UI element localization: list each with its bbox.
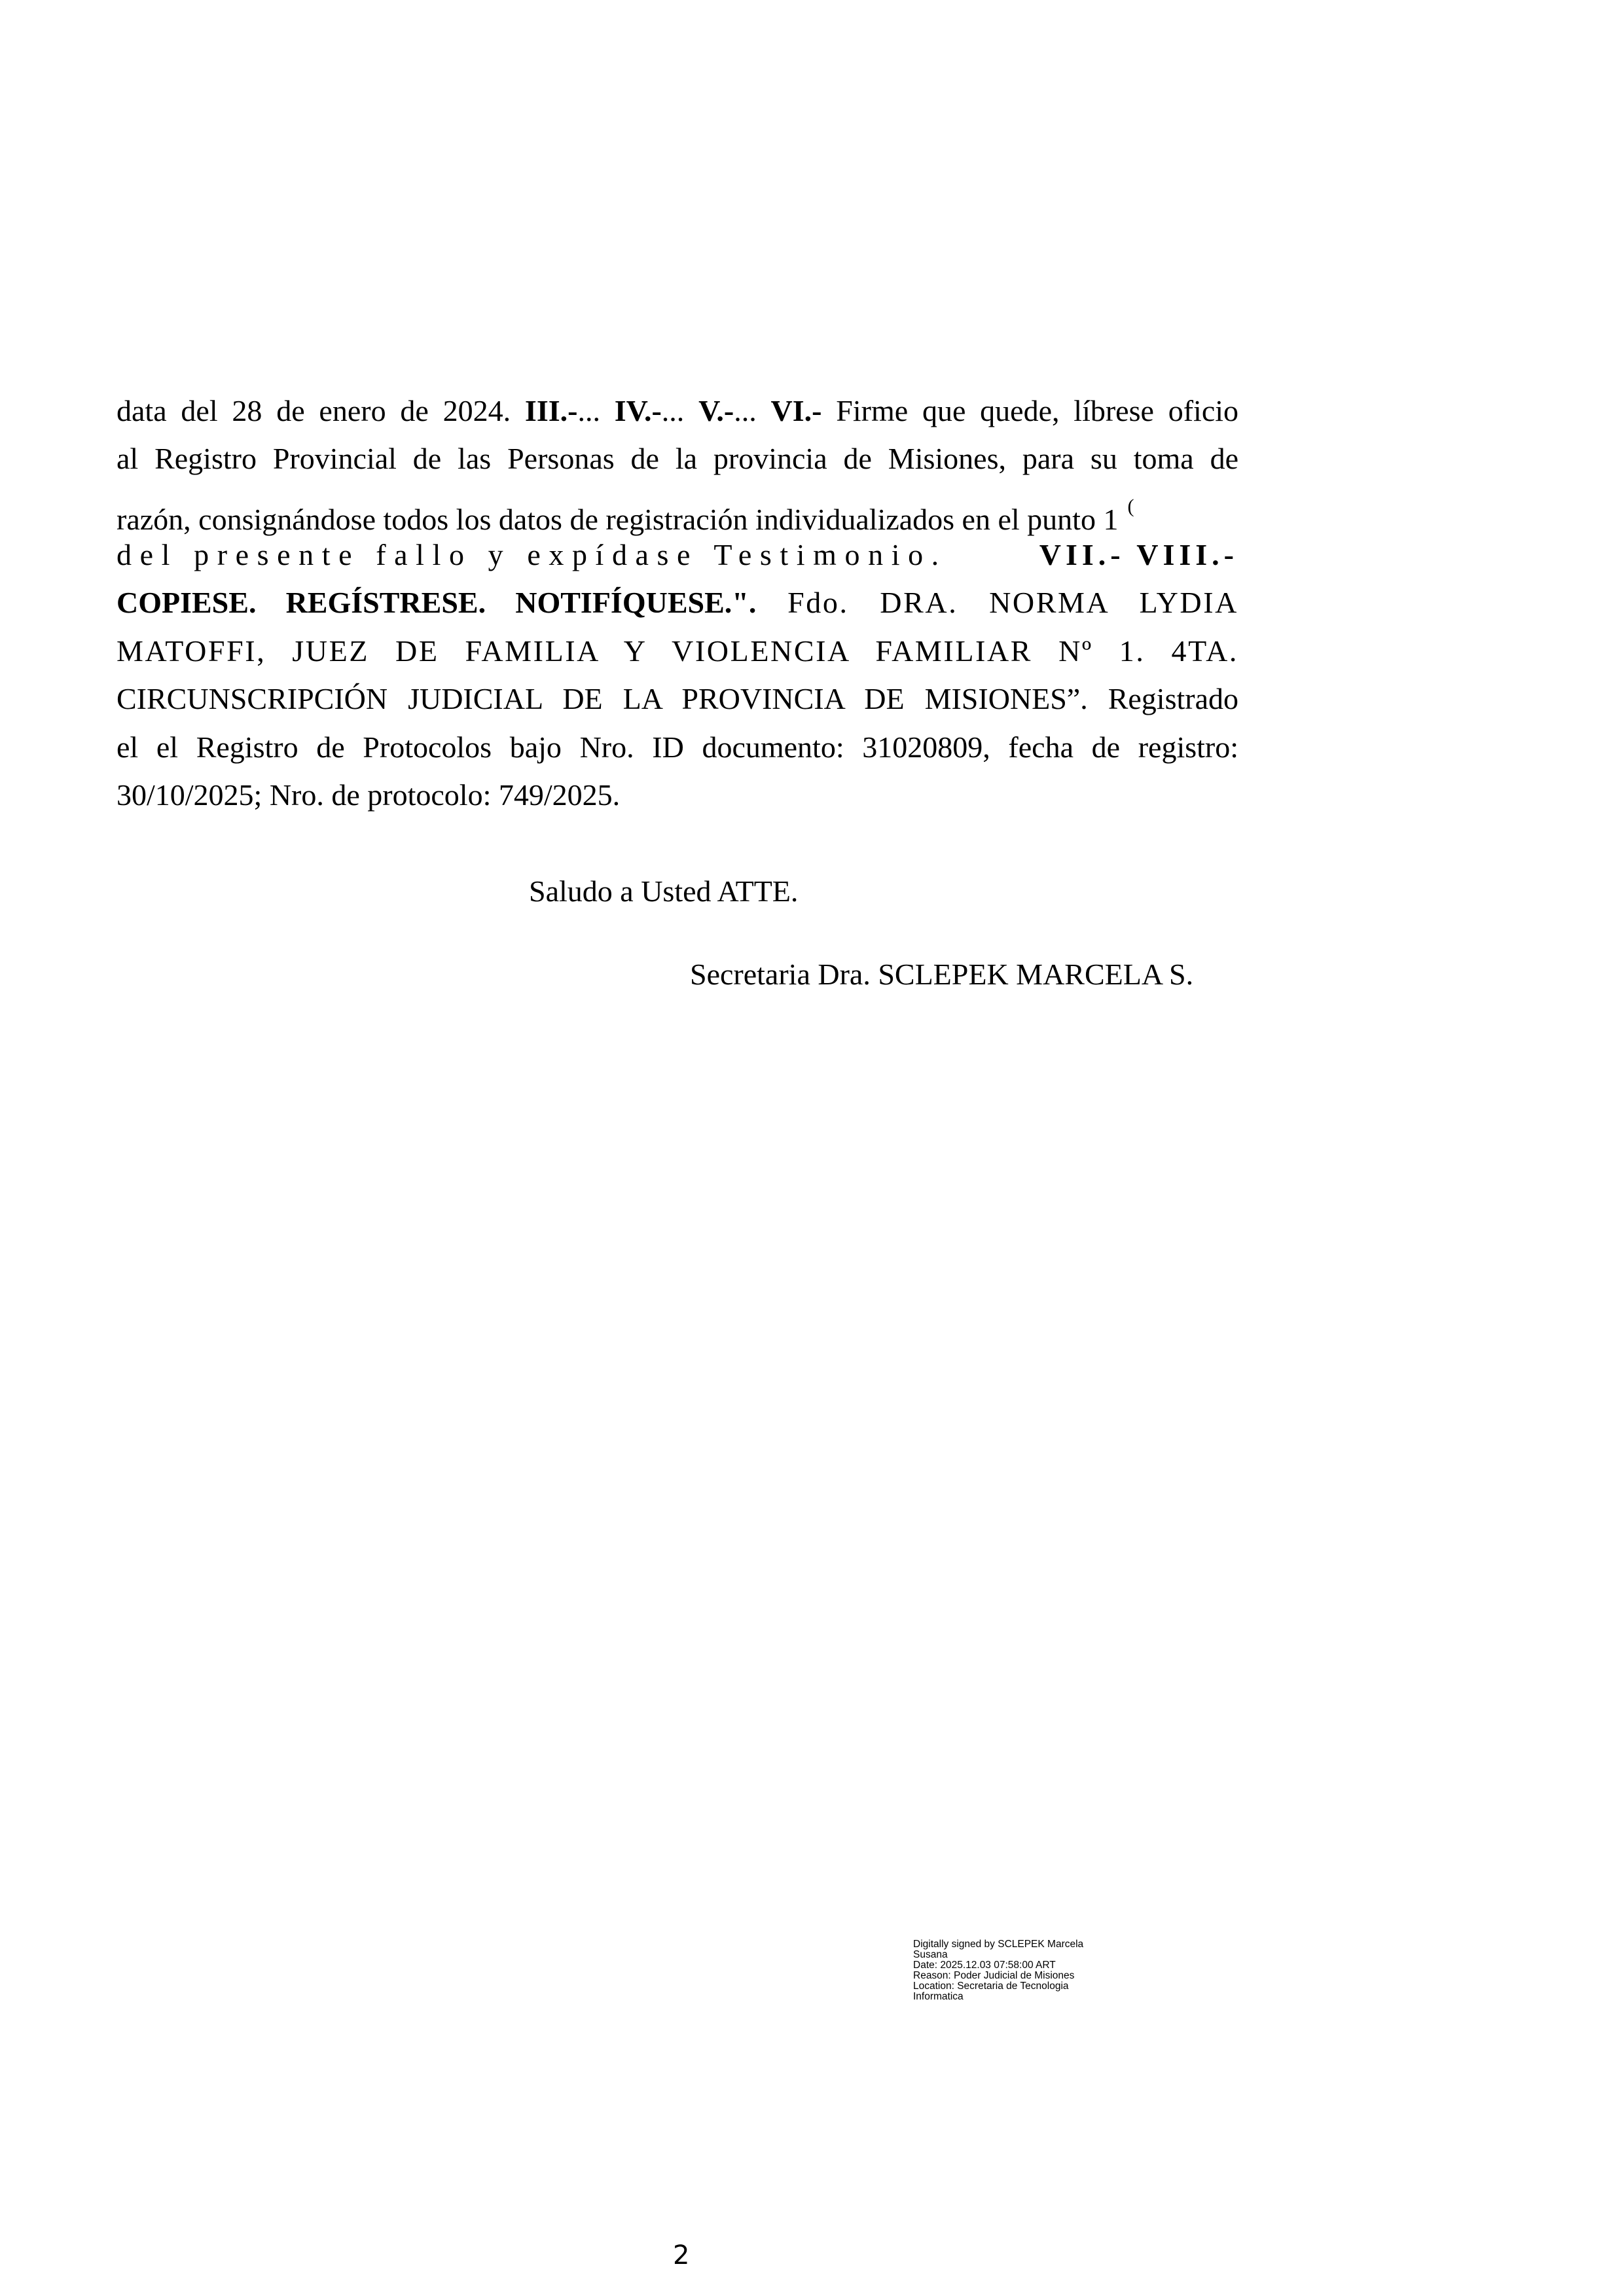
greeting: Saludo a Usted ATTE. (529, 874, 799, 908)
signature-reason: Reason: Poder Judicial de Misiones (913, 1970, 1075, 1981)
text-run: Firme que quede, líbrese oficio (821, 394, 1239, 427)
body-line-5 (117, 584, 1238, 621)
signature-line: Informatica (913, 1991, 964, 2002)
closing-orders: COPIESE. REGÍSTRESE. NOTIFÍQUESE.". (117, 586, 757, 619)
roman-numeral-v: V.- (698, 394, 734, 427)
roman-numeral-iii: III.- (524, 394, 578, 427)
text-run: ... (734, 394, 771, 427)
signature-line: Digitally signed by SCLEPEK Marcela (913, 1939, 1084, 1950)
text-run: data del 28 de enero de 2024. (117, 394, 525, 427)
roman-numeral-vi: VI.- (770, 394, 822, 427)
body-line-7: CIRCUNSCRIPCIÓN JUDICIAL DE LA PROVINCIA DE MISIONES”. Registrado (117, 682, 1238, 715)
roman-numerals-vii-viii: VII.- VIII.- (1039, 538, 1238, 571)
signature-date: Date: 2025.12.03 07:58:00 ART (913, 1960, 1056, 1971)
text-run: ... (661, 394, 699, 427)
body-line-1 (117, 393, 1238, 429)
signature-line: Susana (913, 1949, 948, 1960)
spaced-text: del presente fallo y expídase Testimonio. (117, 538, 947, 571)
roman-numeral-iv: IV.- (614, 394, 662, 427)
text-run: Fdo. DRA. NORMA LYDIA (756, 586, 1238, 619)
body-line-9: 30/10/2025; Nro. de protocolo: 749/2025. (117, 778, 621, 812)
body-line-4 (117, 537, 1238, 573)
body-line-2: al Registro Provincial de las Personas de la provincia de Misiones, para su toma de (117, 442, 1238, 475)
signature-location: Location: Secretaria de Tecnologia (913, 1981, 1069, 1992)
footnote-mark: ( (1127, 495, 1134, 517)
signer-name: Secretaria Dra. SCLEPEK MARCELA S. (690, 958, 1194, 991)
text-run: ... (577, 394, 615, 427)
body-line-3 (117, 488, 1238, 538)
text-run: razón, consignándose todos los datos de registración individualizados en el punto 1 (117, 503, 1119, 536)
body-line-8: el el Registro de Protocolos bajo Nro. ID documento: 31020809, fecha de registro: (117, 730, 1238, 764)
digital-signature-stamp (913, 1939, 1083, 2002)
body-line-6: MATOFFI, JUEZ DE FAMILIA Y VIOLENCIA FAMILIAR Nº 1. 4TA. (117, 634, 1238, 668)
page-number: 2 (673, 2240, 690, 2270)
